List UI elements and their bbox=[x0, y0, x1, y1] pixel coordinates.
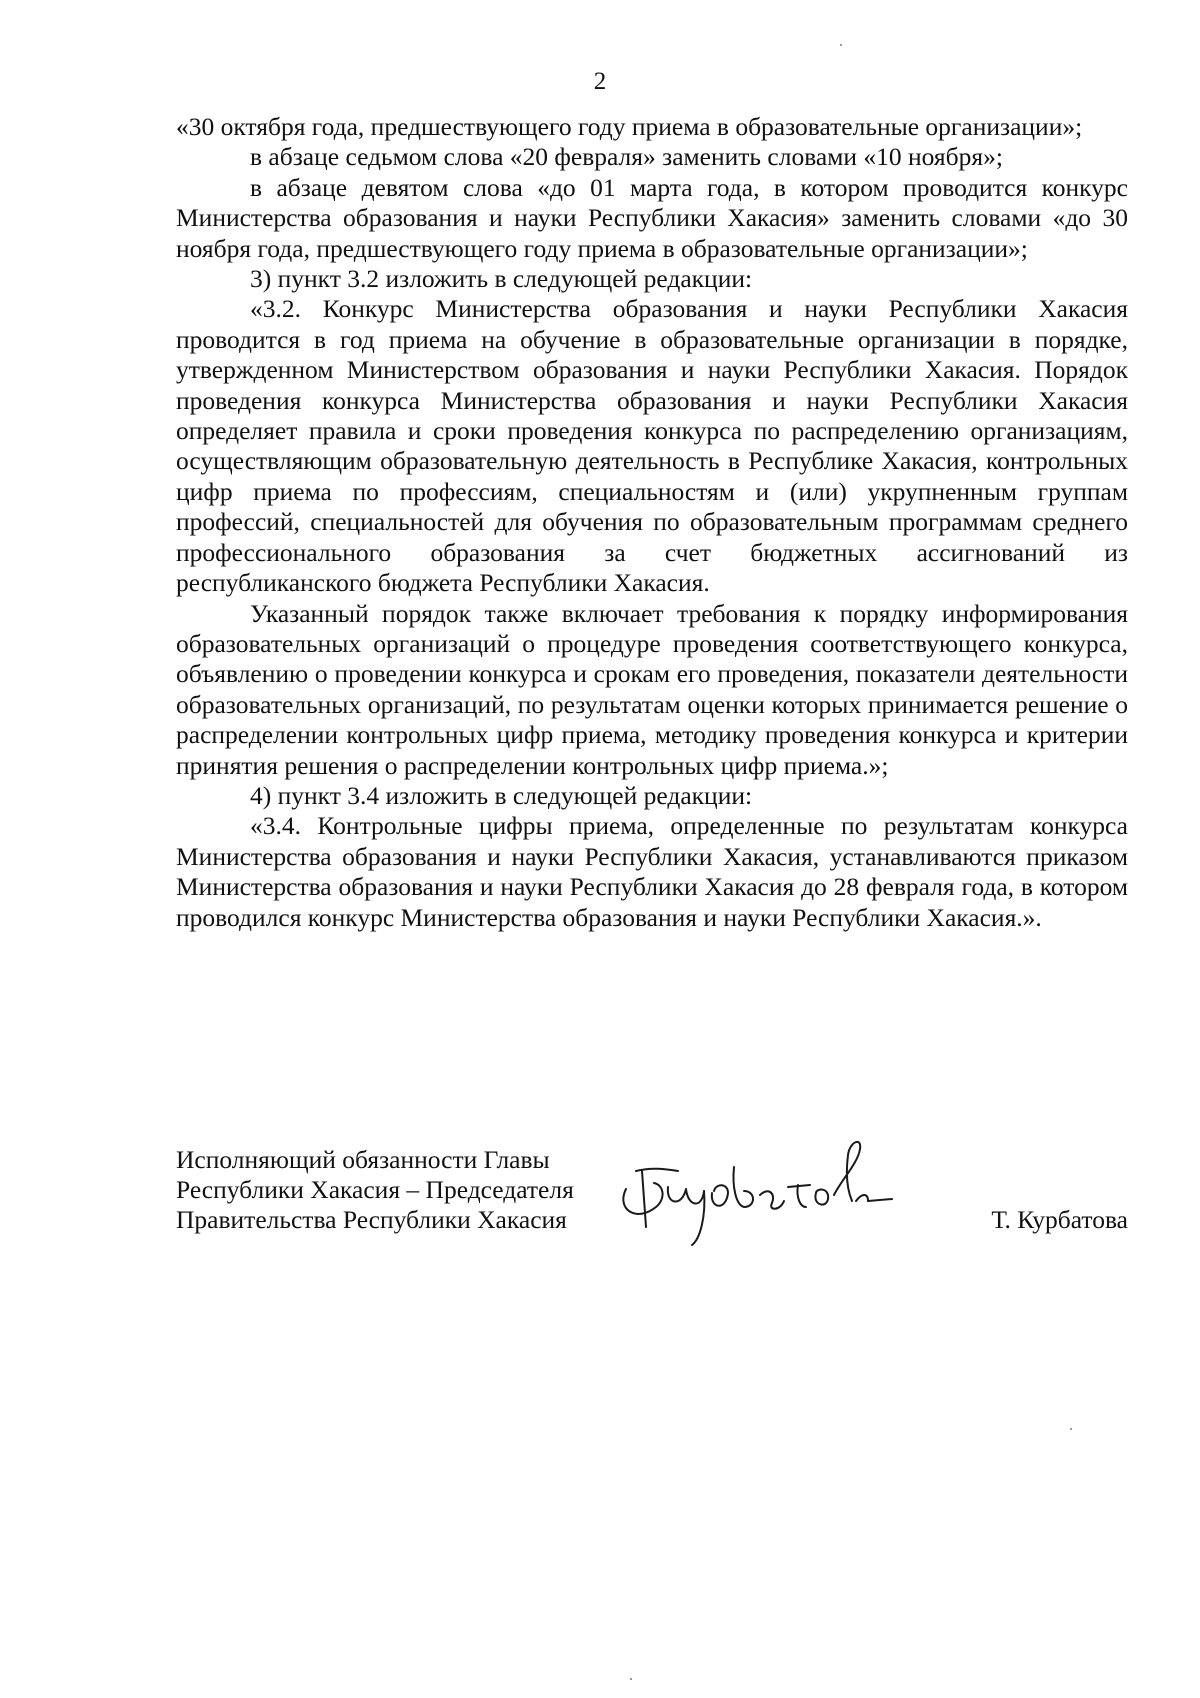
handwritten-signature bbox=[606, 1127, 906, 1247]
paragraph: «30 октября года, предшествующего году приема в образовательные организации»; bbox=[176, 112, 1083, 141]
scan-speck bbox=[630, 1678, 632, 1680]
paragraph: 4) пункт 3.4 изложить в следующей редакции: bbox=[250, 780, 753, 810]
signatory-position-line: Правительства Республики Хакасия bbox=[176, 1205, 567, 1234]
signatory-position-line: Республики Хакасия – Председателя bbox=[176, 1175, 574, 1204]
paragraph: «3.4. Контрольные цифры приема, определенные по результатам конкурса Министерства образования и науки Республики Хакасия, устанавливаются приказом Министерства образования и науки Республики Хакасия до 28 февраля года, в котором проводился конкурс Министерства образования и науки Республики Хакасия.». bbox=[176, 811, 1128, 932]
paragraph: «3.2. Конкурс Министерства образования и науки Республики Хакасия проводится в год приема на обучение в образовательные организации в порядке, утвержденном Министерством образования и науки Республики Хакасия. Порядок проведения конкурса Министерства образования и науки Республики Хакасия определяет правила и сроки проведения конкурса по распределению организациям, осуществляющим образовательную деятельность в Республике Хакасия, контрольных цифр приема по профессиям, специальностям и (или) укрупненным группам профессий, специальностей для обучения по образовательным программам среднего профессионального образования за счет бюджетных ассигнований из республиканского бюджета Республики Хакасия. bbox=[176, 294, 1128, 598]
paragraph: Указанный порядок также включает требования к порядку информирования образовательных организаций о процедуре проведения соответствующего конкурса, объявлению о проведении конкурса и срокам его проведения, показатели деятельности образовательных организаций, по результатам оценки которых принимается решение о распределении контрольных цифр приема, методику проведения конкурса и критерии принятия решения о распределении контрольных цифр приема.»; bbox=[176, 598, 1128, 780]
paragraph: в абзаце седьмом слова «20 февраля» заменить словами «10 ноября»; bbox=[250, 142, 1003, 172]
signature-block bbox=[176, 1145, 1128, 1265]
paragraph: в абзаце девятом слова «до 01 марта года, в котором проводится конкурс Министерства образования и науки Республики Хакасия» заменить словами «до 30 ноября года, предшествующего году приема в образовательные организации»; bbox=[176, 172, 1128, 263]
signatory-position bbox=[176, 1145, 606, 1235]
signatory-name: Т. Курбатова bbox=[991, 1205, 1128, 1234]
scan-speck bbox=[1070, 1428, 1072, 1430]
page-number: 2 bbox=[593, 68, 607, 95]
paragraph: 3) пункт 3.2 изложить в следующей редакции: bbox=[250, 264, 753, 294]
signatory-position-line: Исполняющий обязанности Главы bbox=[176, 1145, 550, 1174]
scan-speck bbox=[840, 44, 842, 46]
document-body bbox=[176, 112, 1128, 933]
